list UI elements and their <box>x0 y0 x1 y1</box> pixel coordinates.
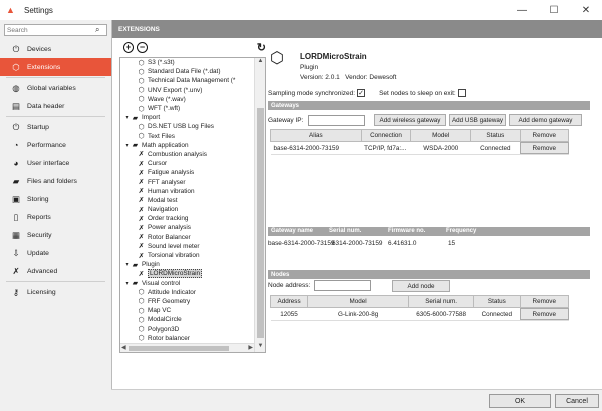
disk-icon: ▣ <box>11 193 21 204</box>
cube-icon: ⬡ <box>138 105 145 113</box>
sidebar-item-reports[interactable] <box>0 208 111 226</box>
sidebar-item-update[interactable] <box>0 244 111 262</box>
tree-item[interactable] <box>120 233 254 242</box>
add-wireless-gateway-button[interactable]: Add wireless gateway <box>374 114 446 126</box>
sidebar-item-label: User interface <box>27 159 70 167</box>
remove-node-button[interactable]: Remove <box>520 308 569 320</box>
cube-icon: ⬡ <box>12 61 20 72</box>
sidebar-item-label: Global variables <box>27 84 76 92</box>
tree-item-label: Torsional vibration <box>148 252 200 260</box>
tree-item-label: LORDMicroStrain <box>150 270 201 278</box>
tree-item-label: Text Files <box>148 132 175 140</box>
tree-item-label: Technical Data Management (* <box>148 77 236 85</box>
sidebar-item-security[interactable] <box>0 226 111 244</box>
tree-item-label: Visual control <box>142 279 181 287</box>
folder-icon: ▰ <box>12 175 20 186</box>
tree-item[interactable] <box>120 242 254 251</box>
scroll-down-icon[interactable]: ▼ <box>257 343 264 349</box>
extensions-tree[interactable] <box>119 57 266 353</box>
add-icon[interactable]: + <box>123 42 134 53</box>
tree-item-label: Attitude Indicator <box>148 288 196 296</box>
nodes-table <box>270 295 569 321</box>
column-header: Address <box>271 296 308 308</box>
tree-item-label: Combustion analysis <box>148 150 207 158</box>
sidebar-item-label: Files and folders <box>27 177 77 185</box>
gateway-model: WSDA-2000 <box>411 142 471 155</box>
tree-content <box>120 58 254 352</box>
scroll-thumb[interactable] <box>257 108 264 338</box>
sidebar-item-extensions[interactable] <box>0 58 111 76</box>
sidebar-item-label: Startup <box>27 123 49 131</box>
tools-icon: ✗ <box>138 197 145 205</box>
tree-item-label: Modal test <box>148 196 178 204</box>
node-address: 12055 <box>271 308 308 321</box>
window-controls <box>506 0 602 20</box>
folder-icon: ▰ <box>132 114 139 122</box>
tree-item[interactable] <box>120 113 254 122</box>
column-header: Connection <box>361 130 411 142</box>
tree-item-label: FFT analyser <box>148 178 186 186</box>
plugin-options <box>268 89 466 97</box>
tree-item-label: Power analysis <box>148 224 191 232</box>
divider <box>6 77 105 78</box>
node-address-label: Node address: <box>268 282 311 289</box>
column-header: Serial num. <box>409 296 474 308</box>
sidebar-item-label: Extensions <box>27 63 61 71</box>
collapse-icon[interactable]: ▾ <box>125 262 129 269</box>
tree-item-label: Sound level meter <box>148 242 200 250</box>
cube-icon: ⬡ <box>138 316 145 324</box>
tools-icon: ✗ <box>138 234 145 242</box>
globe-icon: ◍ <box>12 82 20 93</box>
horizontal-scrollbar[interactable] <box>120 343 254 352</box>
sidebar-item-advanced[interactable] <box>0 262 111 280</box>
scroll-thumb[interactable] <box>129 346 229 351</box>
gateway-name: base-6314-2000-73159 <box>268 240 335 247</box>
search-input[interactable] <box>5 27 93 34</box>
cube-icon: ⬡ <box>270 50 284 67</box>
add-usb-gateway-button[interactable]: Add USB gateway <box>449 114 506 126</box>
tools-icon: ✗ <box>138 188 145 196</box>
sampling-checkbox[interactable]: ✓ <box>358 90 365 97</box>
node-model: G-Link-200-8g <box>308 308 409 321</box>
tree-item-label: Map VC <box>148 307 172 315</box>
gauge-icon: ◔ <box>13 140 19 150</box>
tools-icon: ✗ <box>138 215 145 223</box>
folder-icon: ▰ <box>132 142 139 150</box>
scroll-left-icon[interactable]: ◀ <box>121 345 126 351</box>
tree-item[interactable] <box>120 132 254 141</box>
tree-item[interactable] <box>120 306 254 315</box>
tools-icon: ✗ <box>138 179 145 187</box>
cube-icon: ⬡ <box>138 133 145 141</box>
cube-icon: ⬡ <box>138 307 145 315</box>
collapse-icon[interactable]: ▾ <box>125 115 129 122</box>
tree-item[interactable] <box>120 95 254 104</box>
gateway-info-row <box>268 239 590 249</box>
add-demo-gateway-button[interactable]: Add demo gateway <box>509 114 582 126</box>
tree-item-label: Import <box>142 114 161 122</box>
tree-item[interactable] <box>120 187 254 196</box>
page-title: EXTENSIONS <box>112 20 602 38</box>
sidebar-item-global-variables[interactable] <box>0 79 111 97</box>
tree-item-label: WFT (*.wft) <box>148 105 181 113</box>
tree-item[interactable] <box>120 141 254 150</box>
lock-icon: ▦ <box>11 229 21 240</box>
column-header: Firmware no. <box>388 228 426 234</box>
gateway-alias: base-6314-2000-73159 <box>271 142 362 155</box>
tree-item-label: Polygon3D <box>148 325 180 333</box>
column-header: Remove <box>520 296 569 308</box>
sidebar-item-devices[interactable] <box>0 40 111 58</box>
gateway-serial: 6314-2000-73159 <box>332 240 383 247</box>
tree-item[interactable] <box>120 86 254 95</box>
tree-item[interactable] <box>120 168 254 177</box>
tree-item[interactable] <box>120 122 254 131</box>
app-logo-icon: ▲ <box>6 5 15 15</box>
tree-item-label: S3 (*.s3t) <box>148 59 175 67</box>
tree-item-label: Math application <box>142 141 189 149</box>
tools-icon: ✗ <box>138 206 145 214</box>
nodes-table-header <box>271 296 569 308</box>
sidebar-nav <box>0 40 111 301</box>
plug-icon: ⏻ <box>12 43 20 54</box>
tree-item-label: Navigation <box>148 206 179 214</box>
tree-item[interactable] <box>120 324 254 333</box>
node-address-input[interactable] <box>314 280 371 291</box>
sidebar-item-data-header[interactable] <box>0 97 111 115</box>
sidebar <box>0 20 111 411</box>
cube-icon: ⬡ <box>138 96 145 104</box>
tree-item-label: Plugin <box>142 261 160 269</box>
gateway-ip-row <box>268 115 365 126</box>
table-row[interactable] <box>271 308 569 321</box>
column-header: Gateway name <box>271 228 314 234</box>
gateway-frequency: 15 <box>448 240 456 247</box>
sidebar-item-label: Reports <box>27 213 51 221</box>
tools-icon: ✗ <box>138 243 145 251</box>
sidebar-item-user-interface[interactable] <box>0 154 111 172</box>
tree-item[interactable] <box>120 251 254 260</box>
node-serial: 6305-6000-77588 <box>409 308 474 321</box>
main-panel <box>111 20 602 389</box>
sidebar-item-startup[interactable] <box>0 118 111 136</box>
cube-icon: ⬡ <box>138 123 145 131</box>
sidebar-item-label: Licensing <box>27 288 56 296</box>
gateways-table <box>270 129 569 155</box>
tree-item[interactable] <box>120 196 254 205</box>
tree-item-label: Cursor <box>148 160 168 168</box>
remove-icon[interactable]: − <box>137 42 148 53</box>
remove-cell <box>520 142 568 155</box>
collapse-icon[interactable]: ▾ <box>125 280 129 287</box>
plugin-name: LORDMicroStrain <box>300 52 367 61</box>
remove-gateway-button[interactable]: Remove <box>520 142 568 154</box>
sleep-label: Set nodes to sleep on exit: <box>379 89 456 97</box>
tree-item-label: UNV Export (*.unv) <box>148 86 203 94</box>
folder-icon: ▰ <box>132 261 139 269</box>
cancel-button[interactable]: Cancel <box>555 394 599 408</box>
add-node-button[interactable]: Add node <box>392 280 450 292</box>
tools-icon: ✗ <box>138 160 145 168</box>
window-title: Settings <box>24 5 53 15</box>
sidebar-item-storing[interactable] <box>0 190 111 208</box>
column-header: Alias <box>271 130 362 142</box>
tools-icon: ✗ <box>138 252 145 260</box>
gateway-ip-label: Gateway IP: <box>268 117 304 124</box>
close-button[interactable]: ✕ <box>581 4 591 16</box>
tools-icon: ✗ <box>12 265 20 276</box>
node-address-row <box>268 280 371 291</box>
tree-item-label: Order tracking <box>148 215 189 223</box>
tree-item[interactable] <box>120 288 254 297</box>
column-header: Status <box>474 296 520 308</box>
tree-item[interactable] <box>120 223 254 232</box>
gateways-table-header <box>271 130 569 142</box>
scroll-up-icon[interactable]: ▲ <box>257 58 264 64</box>
tree-item[interactable] <box>120 58 254 67</box>
tree-item[interactable] <box>120 260 254 269</box>
tree-item[interactable] <box>120 214 254 223</box>
plugin-type: Plugin <box>300 64 319 71</box>
tree-item-label: Human vibration <box>148 187 195 195</box>
tree-item-label: Standard Data File (*.dat) <box>148 68 221 76</box>
cube-icon: ⬡ <box>138 87 145 95</box>
refresh-icon[interactable]: ↻ <box>256 42 266 54</box>
tree-item[interactable] <box>120 177 254 186</box>
tree-item-label: FRF Geometry <box>148 297 191 305</box>
node-status: Connected <box>474 308 520 321</box>
gateway-connection: TCP/IP, fd7a:... <box>361 142 411 155</box>
tools-icon: ✗ <box>138 270 145 278</box>
tree-item[interactable] <box>120 334 254 343</box>
tree-item[interactable] <box>120 297 254 306</box>
tree-item[interactable] <box>120 150 254 159</box>
cube-icon: ⬡ <box>138 59 145 67</box>
dialog-footer <box>111 389 602 411</box>
sidebar-item-label: Security <box>27 231 52 239</box>
tree-toolbar <box>123 42 266 56</box>
sidebar-item-files-and-folders[interactable] <box>0 172 111 190</box>
column-header: Remove <box>520 130 568 142</box>
power-icon: ⏻ <box>12 121 20 132</box>
gateway-ip-input[interactable] <box>308 115 365 126</box>
column-header: Model <box>308 296 409 308</box>
palette-icon: ◕ <box>13 158 19 168</box>
folder-icon: ▰ <box>132 280 139 288</box>
document-icon: ▯ <box>13 211 19 222</box>
vertical-scrollbar[interactable] <box>254 58 265 352</box>
tree-item[interactable] <box>120 159 254 168</box>
cube-icon: ⬡ <box>138 289 145 297</box>
column-header: Model <box>411 130 471 142</box>
tree-item[interactable] <box>120 76 254 85</box>
sleep-checkbox[interactable] <box>458 89 466 97</box>
title-bar <box>0 0 602 20</box>
gateway-firmware: 6.41631.0 <box>388 240 417 247</box>
tree-item[interactable] <box>120 279 254 288</box>
tree-item-label: Fatigue analysis <box>148 169 195 177</box>
tools-icon: ✗ <box>138 224 145 232</box>
column-header: Serial num. <box>329 228 362 234</box>
list-icon: ▤ <box>11 100 21 111</box>
sidebar-item-label: Performance <box>27 141 66 149</box>
tree-item-label: ModalCircle <box>148 316 182 324</box>
search-icon[interactable]: ⌕ <box>95 25 100 34</box>
divider <box>6 116 105 117</box>
sidebar-item-label: Data header <box>27 102 65 110</box>
gateways-section-header: Gateways <box>268 101 590 110</box>
sidebar-item-label: Advanced <box>27 267 58 275</box>
key-icon: ⚷ <box>12 286 20 297</box>
scroll-right-icon[interactable]: ▶ <box>248 345 253 351</box>
sampling-label: Sampling mode synchronized: <box>268 89 356 97</box>
collapse-icon[interactable]: ▾ <box>125 142 129 149</box>
tree-item[interactable] <box>120 67 254 76</box>
cube-icon: ⬡ <box>138 298 145 306</box>
nodes-section-header: Nodes <box>268 270 590 279</box>
tools-icon: ✗ <box>138 169 145 177</box>
cube-icon: ⬡ <box>138 77 145 85</box>
download-icon: ⇩ <box>12 247 20 258</box>
cube-icon: ⬡ <box>138 326 145 334</box>
cube-icon: ⬡ <box>138 335 145 343</box>
ok-button[interactable]: OK <box>489 394 551 408</box>
sidebar-item-performance[interactable] <box>0 136 111 154</box>
tree-item-label: Rotor balancer <box>148 334 190 342</box>
plugin-version-info <box>300 74 396 81</box>
tree-item[interactable] <box>120 315 254 324</box>
tree-item[interactable] <box>120 104 254 113</box>
sidebar-item-label: Storing <box>27 195 49 203</box>
tree-item[interactable] <box>120 269 254 278</box>
tools-icon: ✗ <box>138 151 145 159</box>
tree-item[interactable] <box>120 205 254 214</box>
table-row[interactable] <box>271 142 569 155</box>
column-header: Status <box>471 130 520 142</box>
tree-item-label: Rotor Balancer <box>148 233 191 241</box>
gateway-info-header <box>268 227 590 236</box>
sidebar-item-label: Update <box>27 249 49 257</box>
tree-item-label: Wave (*.wav) <box>148 95 186 103</box>
column-header: Frequency <box>446 228 477 234</box>
minimize-button[interactable]: — <box>517 4 527 16</box>
tree-item-label: DS.NET USB Log Files <box>148 123 214 131</box>
sidebar-item-label: Devices <box>27 45 52 53</box>
gateway-status: Connected <box>471 142 520 155</box>
sidebar-item-licensing[interactable] <box>0 283 111 301</box>
divider <box>6 281 105 282</box>
plugin-version: Version: 2.0.1 <box>300 74 340 81</box>
plugin-vendor: Vendor: Dewesoft <box>345 74 397 81</box>
maximize-button[interactable]: ☐ <box>549 4 559 16</box>
cube-icon: ⬡ <box>138 68 145 76</box>
search-box <box>4 24 107 36</box>
remove-cell <box>520 308 569 321</box>
